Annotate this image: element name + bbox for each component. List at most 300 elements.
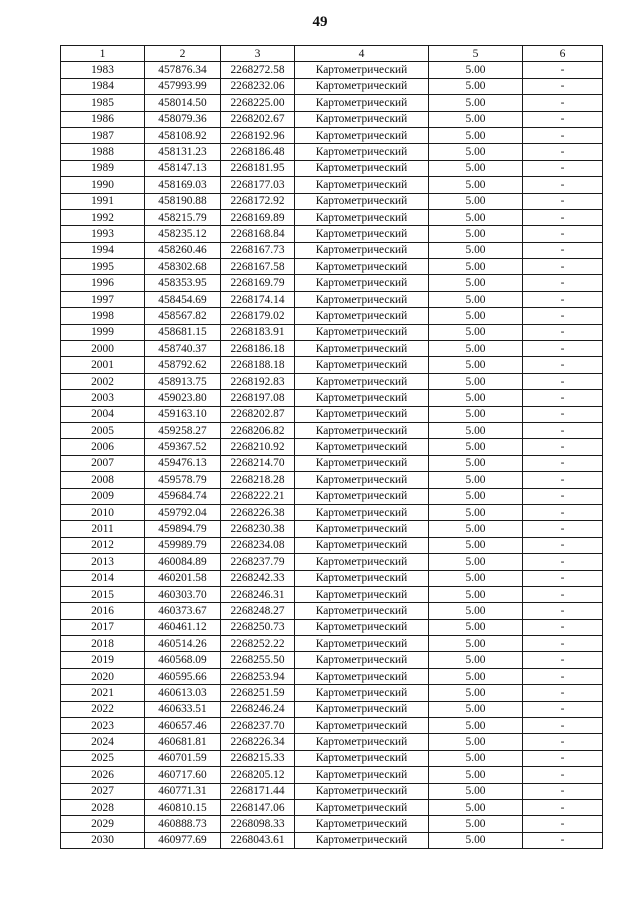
note-cell: - bbox=[523, 324, 603, 340]
method-cell: Картометрический bbox=[295, 62, 429, 78]
note-cell: - bbox=[523, 275, 603, 291]
y-coordinate-cell: 2268183.91 bbox=[221, 324, 295, 340]
page-number: 49 bbox=[312, 14, 328, 30]
y-coordinate-cell: 2268206.82 bbox=[221, 422, 295, 438]
accuracy-cell: 5.00 bbox=[429, 521, 523, 537]
header-cell-6: 6 bbox=[523, 46, 603, 62]
x-coordinate-cell: 460373.67 bbox=[145, 603, 221, 619]
point-number-cell: 1990 bbox=[61, 177, 145, 193]
method-cell: Картометрический bbox=[295, 734, 429, 750]
y-coordinate-cell: 2268246.24 bbox=[221, 701, 295, 717]
point-number-cell: 2012 bbox=[61, 537, 145, 553]
y-coordinate-cell: 2268192.96 bbox=[221, 127, 295, 143]
note-cell: - bbox=[523, 816, 603, 832]
x-coordinate-cell: 459476.13 bbox=[145, 455, 221, 471]
y-coordinate-cell: 2268218.28 bbox=[221, 472, 295, 488]
note-cell: - bbox=[523, 144, 603, 160]
method-cell: Картометрический bbox=[295, 111, 429, 127]
method-cell: Картометрический bbox=[295, 357, 429, 373]
method-cell: Картометрический bbox=[295, 488, 429, 504]
method-cell: Картометрический bbox=[295, 750, 429, 766]
note-cell: - bbox=[523, 504, 603, 520]
point-number-cell: 2019 bbox=[61, 652, 145, 668]
note-cell: - bbox=[523, 373, 603, 389]
y-coordinate-cell: 2268202.87 bbox=[221, 406, 295, 422]
note-cell: - bbox=[523, 422, 603, 438]
point-number-cell: 1999 bbox=[61, 324, 145, 340]
x-coordinate-cell: 460771.31 bbox=[145, 783, 221, 799]
x-coordinate-cell: 458079.36 bbox=[145, 111, 221, 127]
x-coordinate-cell: 457993.99 bbox=[145, 78, 221, 94]
point-number-cell: 1993 bbox=[61, 226, 145, 242]
accuracy-cell: 5.00 bbox=[429, 603, 523, 619]
point-number-cell: 1991 bbox=[61, 193, 145, 209]
y-coordinate-cell: 2268205.12 bbox=[221, 767, 295, 783]
note-cell: - bbox=[523, 357, 603, 373]
point-number-cell: 2008 bbox=[61, 472, 145, 488]
table-row bbox=[61, 619, 603, 635]
point-number-cell: 1994 bbox=[61, 242, 145, 258]
table-row bbox=[61, 373, 603, 389]
x-coordinate-cell: 459258.27 bbox=[145, 422, 221, 438]
accuracy-cell: 5.00 bbox=[429, 586, 523, 602]
y-coordinate-cell: 2268246.31 bbox=[221, 586, 295, 602]
table-row bbox=[61, 603, 603, 619]
table-row bbox=[61, 521, 603, 537]
accuracy-cell: 5.00 bbox=[429, 291, 523, 307]
method-cell: Картометрический bbox=[295, 537, 429, 553]
y-coordinate-cell: 2268169.79 bbox=[221, 275, 295, 291]
note-cell: - bbox=[523, 570, 603, 586]
note-cell: - bbox=[523, 652, 603, 668]
note-cell: - bbox=[523, 78, 603, 94]
table-row bbox=[61, 554, 603, 570]
y-coordinate-cell: 2268171.44 bbox=[221, 783, 295, 799]
table-row bbox=[61, 226, 603, 242]
method-cell: Картометрический bbox=[295, 259, 429, 275]
table-row bbox=[61, 504, 603, 520]
method-cell: Картометрический bbox=[295, 209, 429, 225]
y-coordinate-cell: 2268168.84 bbox=[221, 226, 295, 242]
accuracy-cell: 5.00 bbox=[429, 439, 523, 455]
accuracy-cell: 5.00 bbox=[429, 816, 523, 832]
x-coordinate-cell: 460303.70 bbox=[145, 586, 221, 602]
method-cell: Картометрический bbox=[295, 504, 429, 520]
x-coordinate-cell: 459684.74 bbox=[145, 488, 221, 504]
x-coordinate-cell: 458567.82 bbox=[145, 308, 221, 324]
method-cell: Картометрический bbox=[295, 324, 429, 340]
table-row bbox=[61, 291, 603, 307]
y-coordinate-cell: 2268222.21 bbox=[221, 488, 295, 504]
table-row bbox=[61, 160, 603, 176]
point-number-cell: 2021 bbox=[61, 685, 145, 701]
table-row bbox=[61, 177, 603, 193]
point-number-cell: 2010 bbox=[61, 504, 145, 520]
x-coordinate-cell: 460681.81 bbox=[145, 734, 221, 750]
y-coordinate-cell: 2268186.48 bbox=[221, 144, 295, 160]
note-cell: - bbox=[523, 832, 603, 848]
note-cell: - bbox=[523, 718, 603, 734]
table-row bbox=[61, 783, 603, 799]
accuracy-cell: 5.00 bbox=[429, 373, 523, 389]
x-coordinate-cell: 458302.68 bbox=[145, 259, 221, 275]
x-coordinate-cell: 458131.23 bbox=[145, 144, 221, 160]
x-coordinate-cell: 458235.12 bbox=[145, 226, 221, 242]
header-cell-3: 3 bbox=[221, 46, 295, 62]
method-cell: Картометрический bbox=[295, 472, 429, 488]
method-cell: Картометрический bbox=[295, 783, 429, 799]
accuracy-cell: 5.00 bbox=[429, 570, 523, 586]
accuracy-cell: 5.00 bbox=[429, 799, 523, 815]
y-coordinate-cell: 2268167.73 bbox=[221, 242, 295, 258]
accuracy-cell: 5.00 bbox=[429, 652, 523, 668]
note-cell: - bbox=[523, 111, 603, 127]
accuracy-cell: 5.00 bbox=[429, 308, 523, 324]
accuracy-cell: 5.00 bbox=[429, 718, 523, 734]
x-coordinate-cell: 458740.37 bbox=[145, 341, 221, 357]
y-coordinate-cell: 2268250.73 bbox=[221, 619, 295, 635]
method-cell: Картометрический bbox=[295, 127, 429, 143]
x-coordinate-cell: 458147.13 bbox=[145, 160, 221, 176]
y-coordinate-cell: 2268179.02 bbox=[221, 308, 295, 324]
method-cell: Картометрический bbox=[295, 422, 429, 438]
y-coordinate-cell: 2268242.33 bbox=[221, 570, 295, 586]
x-coordinate-cell: 460514.26 bbox=[145, 636, 221, 652]
accuracy-cell: 5.00 bbox=[429, 636, 523, 652]
accuracy-cell: 5.00 bbox=[429, 127, 523, 143]
accuracy-cell: 5.00 bbox=[429, 95, 523, 111]
accuracy-cell: 5.00 bbox=[429, 422, 523, 438]
note-cell: - bbox=[523, 668, 603, 684]
header-cell-4: 4 bbox=[295, 46, 429, 62]
table-row bbox=[61, 390, 603, 406]
x-coordinate-cell: 460701.59 bbox=[145, 750, 221, 766]
x-coordinate-cell: 459894.79 bbox=[145, 521, 221, 537]
table-row bbox=[61, 718, 603, 734]
method-cell: Картометрический bbox=[295, 554, 429, 570]
table-row bbox=[61, 767, 603, 783]
x-coordinate-cell: 460717.60 bbox=[145, 767, 221, 783]
point-number-cell: 1996 bbox=[61, 275, 145, 291]
accuracy-cell: 5.00 bbox=[429, 734, 523, 750]
point-number-cell: 1989 bbox=[61, 160, 145, 176]
method-cell: Картометрический bbox=[295, 144, 429, 160]
table-row bbox=[61, 439, 603, 455]
point-number-cell: 2018 bbox=[61, 636, 145, 652]
method-cell: Картометрический bbox=[295, 78, 429, 94]
accuracy-cell: 5.00 bbox=[429, 783, 523, 799]
accuracy-cell: 5.00 bbox=[429, 209, 523, 225]
method-cell: Картометрический bbox=[295, 586, 429, 602]
table-row bbox=[61, 832, 603, 848]
point-number-cell: 2007 bbox=[61, 455, 145, 471]
y-coordinate-cell: 2268248.27 bbox=[221, 603, 295, 619]
note-cell: - bbox=[523, 603, 603, 619]
method-cell: Картометрический bbox=[295, 570, 429, 586]
point-number-cell: 1998 bbox=[61, 308, 145, 324]
x-coordinate-cell: 460888.73 bbox=[145, 816, 221, 832]
method-cell: Картометрический bbox=[295, 291, 429, 307]
note-cell: - bbox=[523, 701, 603, 717]
note-cell: - bbox=[523, 636, 603, 652]
method-cell: Картометрический bbox=[295, 160, 429, 176]
x-coordinate-cell: 459023.80 bbox=[145, 390, 221, 406]
header-cell-1: 1 bbox=[61, 46, 145, 62]
note-cell: - bbox=[523, 554, 603, 570]
x-coordinate-cell: 460084.89 bbox=[145, 554, 221, 570]
y-coordinate-cell: 2268169.89 bbox=[221, 209, 295, 225]
point-number-cell: 2011 bbox=[61, 521, 145, 537]
y-coordinate-cell: 2268253.94 bbox=[221, 668, 295, 684]
accuracy-cell: 5.00 bbox=[429, 488, 523, 504]
note-cell: - bbox=[523, 160, 603, 176]
method-cell: Картометрический bbox=[295, 242, 429, 258]
note-cell: - bbox=[523, 619, 603, 635]
point-number-cell: 2020 bbox=[61, 668, 145, 684]
method-cell: Картометрический bbox=[295, 636, 429, 652]
point-number-cell: 2030 bbox=[61, 832, 145, 848]
x-coordinate-cell: 458014.50 bbox=[145, 95, 221, 111]
accuracy-cell: 5.00 bbox=[429, 668, 523, 684]
point-number-cell: 1992 bbox=[61, 209, 145, 225]
y-coordinate-cell: 2268237.79 bbox=[221, 554, 295, 570]
method-cell: Картометрический bbox=[295, 668, 429, 684]
method-cell: Картометрический bbox=[295, 455, 429, 471]
note-cell: - bbox=[523, 291, 603, 307]
method-cell: Картометрический bbox=[295, 406, 429, 422]
table-row bbox=[61, 209, 603, 225]
accuracy-cell: 5.00 bbox=[429, 275, 523, 291]
point-number-cell: 1983 bbox=[61, 62, 145, 78]
x-coordinate-cell: 460657.46 bbox=[145, 718, 221, 734]
y-coordinate-cell: 2268186.18 bbox=[221, 341, 295, 357]
point-number-cell: 2015 bbox=[61, 586, 145, 602]
point-number-cell: 2022 bbox=[61, 701, 145, 717]
method-cell: Картометрический bbox=[295, 95, 429, 111]
accuracy-cell: 5.00 bbox=[429, 341, 523, 357]
x-coordinate-cell: 458108.92 bbox=[145, 127, 221, 143]
accuracy-cell: 5.00 bbox=[429, 324, 523, 340]
x-coordinate-cell: 457876.34 bbox=[145, 62, 221, 78]
note-cell: - bbox=[523, 799, 603, 815]
x-coordinate-cell: 459163.10 bbox=[145, 406, 221, 422]
point-number-cell: 2023 bbox=[61, 718, 145, 734]
table-row bbox=[61, 78, 603, 94]
note-cell: - bbox=[523, 95, 603, 111]
method-cell: Картометрический bbox=[295, 718, 429, 734]
header-cell-2: 2 bbox=[145, 46, 221, 62]
y-coordinate-cell: 2268192.83 bbox=[221, 373, 295, 389]
accuracy-cell: 5.00 bbox=[429, 537, 523, 553]
method-cell: Картометрический bbox=[295, 521, 429, 537]
x-coordinate-cell: 458681.15 bbox=[145, 324, 221, 340]
method-cell: Картометрический bbox=[295, 832, 429, 848]
y-coordinate-cell: 2268237.70 bbox=[221, 718, 295, 734]
method-cell: Картометрический bbox=[295, 685, 429, 701]
x-coordinate-cell: 460201.58 bbox=[145, 570, 221, 586]
table-row bbox=[61, 816, 603, 832]
y-coordinate-cell: 2268174.14 bbox=[221, 291, 295, 307]
x-coordinate-cell: 459367.52 bbox=[145, 439, 221, 455]
y-coordinate-cell: 2268098.33 bbox=[221, 816, 295, 832]
accuracy-cell: 5.00 bbox=[429, 78, 523, 94]
table-row bbox=[61, 668, 603, 684]
point-number-cell: 1985 bbox=[61, 95, 145, 111]
table-row bbox=[61, 488, 603, 504]
table-row bbox=[61, 259, 603, 275]
note-cell: - bbox=[523, 209, 603, 225]
point-number-cell: 2000 bbox=[61, 341, 145, 357]
table-header bbox=[61, 46, 603, 62]
point-number-cell: 2006 bbox=[61, 439, 145, 455]
y-coordinate-cell: 2268210.92 bbox=[221, 439, 295, 455]
x-coordinate-cell: 459989.79 bbox=[145, 537, 221, 553]
note-cell: - bbox=[523, 406, 603, 422]
x-coordinate-cell: 460810.15 bbox=[145, 799, 221, 815]
x-coordinate-cell: 460633.51 bbox=[145, 701, 221, 717]
table-row bbox=[61, 127, 603, 143]
y-coordinate-cell: 2268167.58 bbox=[221, 259, 295, 275]
point-number-cell: 2017 bbox=[61, 619, 145, 635]
note-cell: - bbox=[523, 488, 603, 504]
method-cell: Картометрический bbox=[295, 193, 429, 209]
point-number-cell: 1988 bbox=[61, 144, 145, 160]
table-row bbox=[61, 586, 603, 602]
note-cell: - bbox=[523, 259, 603, 275]
accuracy-cell: 5.00 bbox=[429, 242, 523, 258]
method-cell: Картометрический bbox=[295, 390, 429, 406]
x-coordinate-cell: 458913.75 bbox=[145, 373, 221, 389]
note-cell: - bbox=[523, 521, 603, 537]
y-coordinate-cell: 2268215.33 bbox=[221, 750, 295, 766]
x-coordinate-cell: 460613.03 bbox=[145, 685, 221, 701]
table-row bbox=[61, 341, 603, 357]
table-row bbox=[61, 111, 603, 127]
note-cell: - bbox=[523, 62, 603, 78]
accuracy-cell: 5.00 bbox=[429, 357, 523, 373]
x-coordinate-cell: 458454.69 bbox=[145, 291, 221, 307]
method-cell: Картометрический bbox=[295, 373, 429, 389]
note-cell: - bbox=[523, 193, 603, 209]
y-coordinate-cell: 2268252.22 bbox=[221, 636, 295, 652]
accuracy-cell: 5.00 bbox=[429, 472, 523, 488]
method-cell: Картометрический bbox=[295, 603, 429, 619]
y-coordinate-cell: 2268225.00 bbox=[221, 95, 295, 111]
accuracy-cell: 5.00 bbox=[429, 701, 523, 717]
table-body bbox=[61, 62, 603, 849]
table-row bbox=[61, 636, 603, 652]
table-row bbox=[61, 62, 603, 78]
note-cell: - bbox=[523, 308, 603, 324]
method-cell: Картометрический bbox=[295, 308, 429, 324]
method-cell: Картометрический bbox=[295, 619, 429, 635]
note-cell: - bbox=[523, 341, 603, 357]
point-number-cell: 2027 bbox=[61, 783, 145, 799]
table-row bbox=[61, 685, 603, 701]
note-cell: - bbox=[523, 242, 603, 258]
y-coordinate-cell: 2268043.61 bbox=[221, 832, 295, 848]
point-number-cell: 2001 bbox=[61, 357, 145, 373]
point-number-cell: 2003 bbox=[61, 390, 145, 406]
point-number-cell: 2009 bbox=[61, 488, 145, 504]
x-coordinate-cell: 458792.62 bbox=[145, 357, 221, 373]
accuracy-cell: 5.00 bbox=[429, 193, 523, 209]
accuracy-cell: 5.00 bbox=[429, 62, 523, 78]
point-number-cell: 1995 bbox=[61, 259, 145, 275]
table-row bbox=[61, 406, 603, 422]
point-number-cell: 1987 bbox=[61, 127, 145, 143]
accuracy-cell: 5.00 bbox=[429, 177, 523, 193]
x-coordinate-cell: 460461.12 bbox=[145, 619, 221, 635]
y-coordinate-cell: 2268230.38 bbox=[221, 521, 295, 537]
table-row bbox=[61, 537, 603, 553]
accuracy-cell: 5.00 bbox=[429, 111, 523, 127]
table-row bbox=[61, 308, 603, 324]
table-row bbox=[61, 472, 603, 488]
method-cell: Картометрический bbox=[295, 177, 429, 193]
y-coordinate-cell: 2268197.08 bbox=[221, 390, 295, 406]
y-coordinate-cell: 2268177.03 bbox=[221, 177, 295, 193]
x-coordinate-cell: 459578.79 bbox=[145, 472, 221, 488]
table-row bbox=[61, 144, 603, 160]
y-coordinate-cell: 2268232.06 bbox=[221, 78, 295, 94]
accuracy-cell: 5.00 bbox=[429, 259, 523, 275]
y-coordinate-cell: 2268251.59 bbox=[221, 685, 295, 701]
header-cell-5: 5 bbox=[429, 46, 523, 62]
y-coordinate-cell: 2268188.18 bbox=[221, 357, 295, 373]
table-row bbox=[61, 95, 603, 111]
table-row bbox=[61, 357, 603, 373]
method-cell: Картометрический bbox=[295, 816, 429, 832]
accuracy-cell: 5.00 bbox=[429, 619, 523, 635]
note-cell: - bbox=[523, 783, 603, 799]
table-row bbox=[61, 750, 603, 766]
y-coordinate-cell: 2268202.67 bbox=[221, 111, 295, 127]
note-cell: - bbox=[523, 177, 603, 193]
x-coordinate-cell: 458260.46 bbox=[145, 242, 221, 258]
method-cell: Картометрический bbox=[295, 226, 429, 242]
method-cell: Картометрический bbox=[295, 341, 429, 357]
header-row bbox=[61, 46, 603, 62]
coordinates-table bbox=[60, 45, 603, 849]
method-cell: Картометрический bbox=[295, 767, 429, 783]
y-coordinate-cell: 2268214.70 bbox=[221, 455, 295, 471]
point-number-cell: 2029 bbox=[61, 816, 145, 832]
point-number-cell: 1997 bbox=[61, 291, 145, 307]
accuracy-cell: 5.00 bbox=[429, 504, 523, 520]
table-row bbox=[61, 422, 603, 438]
note-cell: - bbox=[523, 537, 603, 553]
point-number-cell: 2016 bbox=[61, 603, 145, 619]
table-row bbox=[61, 242, 603, 258]
y-coordinate-cell: 2268226.38 bbox=[221, 504, 295, 520]
accuracy-cell: 5.00 bbox=[429, 455, 523, 471]
point-number-cell: 2028 bbox=[61, 799, 145, 815]
y-coordinate-cell: 2268255.50 bbox=[221, 652, 295, 668]
point-number-cell: 2002 bbox=[61, 373, 145, 389]
note-cell: - bbox=[523, 439, 603, 455]
table-row bbox=[61, 799, 603, 815]
accuracy-cell: 5.00 bbox=[429, 832, 523, 848]
accuracy-cell: 5.00 bbox=[429, 390, 523, 406]
note-cell: - bbox=[523, 226, 603, 242]
method-cell: Картометрический bbox=[295, 799, 429, 815]
table-row bbox=[61, 275, 603, 291]
table-row bbox=[61, 193, 603, 209]
x-coordinate-cell: 458215.79 bbox=[145, 209, 221, 225]
note-cell: - bbox=[523, 685, 603, 701]
x-coordinate-cell: 460977.69 bbox=[145, 832, 221, 848]
